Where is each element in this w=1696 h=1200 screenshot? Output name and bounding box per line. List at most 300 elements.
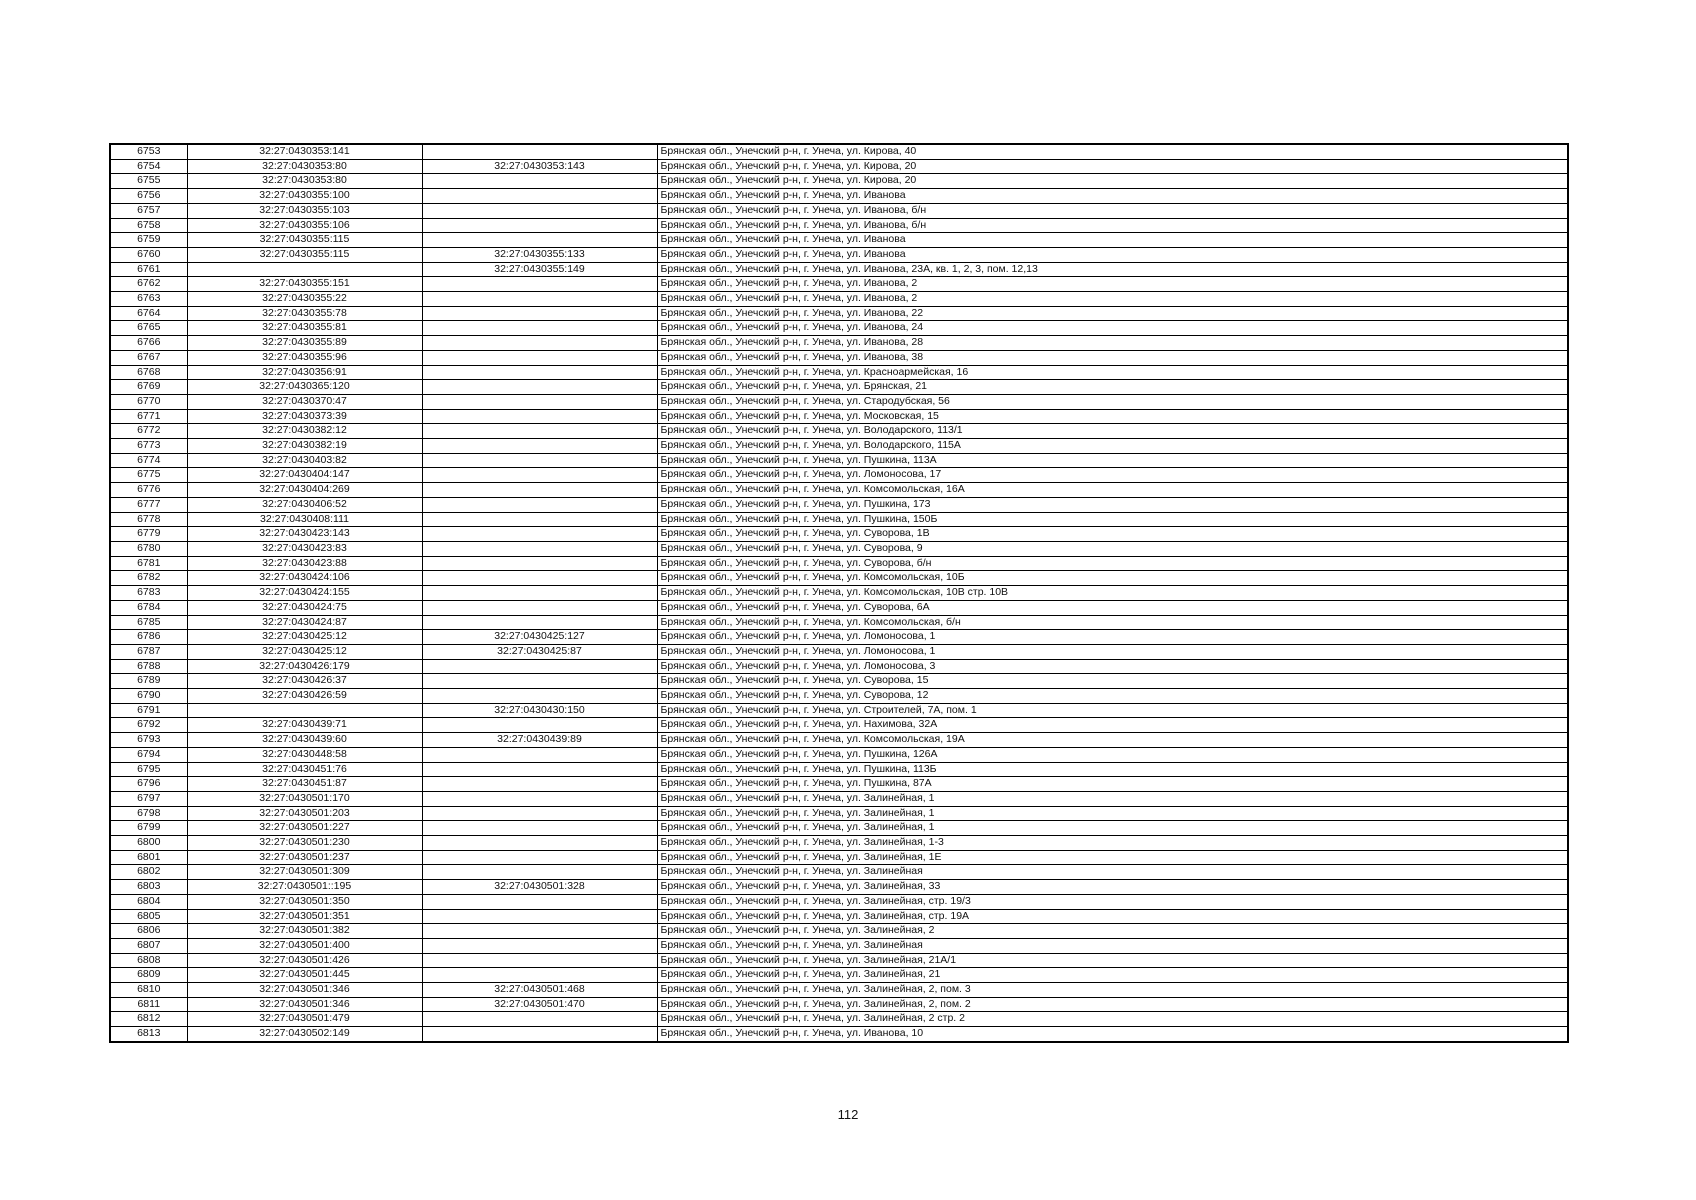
table-row xyxy=(110,615,1568,630)
table-row xyxy=(110,394,1568,409)
address-cell: Брянская обл., Унечский р-н, г. Унеча, ул. Ломоносова, 1 xyxy=(657,630,1568,645)
table-row xyxy=(110,821,1568,836)
address-cell: Брянская обл., Унечский р-н, г. Унеча, ул. Иванова xyxy=(657,233,1568,248)
row-number-cell: 6805 xyxy=(110,909,187,924)
table-row xyxy=(110,938,1568,953)
row-number-cell: 6762 xyxy=(110,277,187,292)
address-cell: Брянская обл., Унечский р-н, г. Унеча, ул. Иванова xyxy=(657,247,1568,262)
linked-cadastral-number-cell: 32:27:0430501:470 xyxy=(422,997,657,1012)
row-number-cell: 6785 xyxy=(110,615,187,630)
table-row xyxy=(110,292,1568,307)
cadastral-number-cell: 32:27:0430404:147 xyxy=(187,468,422,483)
cadastral-number-cell: 32:27:0430425:12 xyxy=(187,644,422,659)
address-cell: Брянская обл., Унечский р-н, г. Унеча, ул. Кирова, 20 xyxy=(657,174,1568,189)
address-cell: Брянская обл., Унечский р-н, г. Унеча, ул. Иванова, б/н xyxy=(657,203,1568,218)
linked-cadastral-number-cell xyxy=(422,394,657,409)
cadastral-number-cell: 32:27:0430501:426 xyxy=(187,953,422,968)
table-row xyxy=(110,836,1568,851)
address-cell: Брянская обл., Унечский р-н, г. Унеча, ул. Иванова, 28 xyxy=(657,336,1568,351)
address-cell: Брянская обл., Унечский р-н, г. Унеча, ул. Ломоносова, 17 xyxy=(657,468,1568,483)
row-number-cell: 6765 xyxy=(110,321,187,336)
linked-cadastral-number-cell xyxy=(422,909,657,924)
linked-cadastral-number-cell xyxy=(422,718,657,733)
cadastral-number-cell: 32:27:0430451:76 xyxy=(187,762,422,777)
table-row xyxy=(110,277,1568,292)
linked-cadastral-number-cell xyxy=(422,968,657,983)
cadastral-number-cell: 32:27:0430355:89 xyxy=(187,336,422,351)
linked-cadastral-number-cell xyxy=(422,203,657,218)
cadastral-number-cell: 32:27:0430382:19 xyxy=(187,439,422,454)
row-number-cell: 6807 xyxy=(110,938,187,953)
table-row xyxy=(110,233,1568,248)
row-number-cell: 6758 xyxy=(110,218,187,233)
address-cell: Брянская обл., Унечский р-н, г. Унеча, ул. Пушкина, 126А xyxy=(657,747,1568,762)
cadastral-number-cell: 32:27:0430355:100 xyxy=(187,189,422,204)
row-number-cell: 6809 xyxy=(110,968,187,983)
address-cell: Брянская обл., Унечский р-н, г. Унеча, ул. Залинейная, 1-3 xyxy=(657,836,1568,851)
linked-cadastral-number-cell xyxy=(422,527,657,542)
row-number-cell: 6774 xyxy=(110,453,187,468)
linked-cadastral-number-cell xyxy=(422,365,657,380)
linked-cadastral-number-cell xyxy=(422,791,657,806)
row-number-cell: 6786 xyxy=(110,630,187,645)
row-number-cell: 6770 xyxy=(110,394,187,409)
linked-cadastral-number-cell xyxy=(422,306,657,321)
table-row xyxy=(110,894,1568,909)
address-cell: Брянская обл., Унечский р-н, г. Унеча, ул. Володарского, 115А xyxy=(657,439,1568,454)
cadastral-number-cell: 32:27:0430501:230 xyxy=(187,836,422,851)
linked-cadastral-number-cell xyxy=(422,659,657,674)
address-cell: Брянская обл., Унечский р-н, г. Унеча, ул. Ломоносова, 3 xyxy=(657,659,1568,674)
table-row xyxy=(110,1027,1568,1042)
row-number-cell: 6799 xyxy=(110,821,187,836)
cadastral-number-cell: 32:27:0430353:141 xyxy=(187,144,422,159)
table-row xyxy=(110,865,1568,880)
table-row xyxy=(110,880,1568,895)
table-row xyxy=(110,350,1568,365)
address-cell: Брянская обл., Унечский р-н, г. Унеча, ул. Залинейная, 21А/1 xyxy=(657,953,1568,968)
address-cell: Брянская обл., Унечский р-н, г. Унеча, ул. Суворова, 15 xyxy=(657,674,1568,689)
row-number-cell: 6766 xyxy=(110,336,187,351)
cadastral-number-cell: 32:27:0430403:82 xyxy=(187,453,422,468)
row-number-cell: 6753 xyxy=(110,144,187,159)
table-row xyxy=(110,659,1568,674)
address-cell: Брянская обл., Унечский р-н, г. Унеча, ул. Иванова, 38 xyxy=(657,350,1568,365)
row-number-cell: 6773 xyxy=(110,439,187,454)
linked-cadastral-number-cell xyxy=(422,144,657,159)
row-number-cell: 6801 xyxy=(110,850,187,865)
cadastral-number-cell: 32:27:0430448:58 xyxy=(187,747,422,762)
linked-cadastral-number-cell xyxy=(422,277,657,292)
address-cell: Брянская обл., Унечский р-н, г. Унеча, ул. Залинейная, 2, пом. 2 xyxy=(657,997,1568,1012)
row-number-cell: 6804 xyxy=(110,894,187,909)
linked-cadastral-number-cell xyxy=(422,806,657,821)
row-number-cell: 6803 xyxy=(110,880,187,895)
row-number-cell: 6811 xyxy=(110,997,187,1012)
address-cell: Брянская обл., Унечский р-н, г. Унеча, ул. Брянская, 21 xyxy=(657,380,1568,395)
row-number-cell: 6796 xyxy=(110,777,187,792)
table-row xyxy=(110,556,1568,571)
table-row xyxy=(110,1012,1568,1027)
row-number-cell: 6793 xyxy=(110,733,187,748)
address-cell: Брянская обл., Унечский р-н, г. Унеча, ул. Нахимова, 32А xyxy=(657,718,1568,733)
table-row xyxy=(110,306,1568,321)
linked-cadastral-number-cell xyxy=(422,468,657,483)
table-row xyxy=(110,674,1568,689)
table-row xyxy=(110,365,1568,380)
row-number-cell: 6795 xyxy=(110,762,187,777)
table-row xyxy=(110,983,1568,998)
address-cell: Брянская обл., Унечский р-н, г. Унеча, ул. Залинейная xyxy=(657,865,1568,880)
linked-cadastral-number-cell xyxy=(422,321,657,336)
table-row xyxy=(110,468,1568,483)
table-row xyxy=(110,144,1568,159)
row-number-cell: 6802 xyxy=(110,865,187,880)
table-row xyxy=(110,850,1568,865)
cadastral-number-cell: 32:27:0430373:39 xyxy=(187,409,422,424)
row-number-cell: 6780 xyxy=(110,541,187,556)
cadastral-number-cell: 32:27:0430501:237 xyxy=(187,850,422,865)
linked-cadastral-number-cell xyxy=(422,894,657,909)
linked-cadastral-number-cell xyxy=(422,836,657,851)
address-cell: Брянская обл., Унечский р-н, г. Унеча, ул. Комсомольская, б/н xyxy=(657,615,1568,630)
linked-cadastral-number-cell xyxy=(422,762,657,777)
linked-cadastral-number-cell xyxy=(422,747,657,762)
linked-cadastral-number-cell xyxy=(422,174,657,189)
table-row xyxy=(110,203,1568,218)
cadastral-number-cell: 32:27:0430353:80 xyxy=(187,174,422,189)
cadastral-number-cell: 32:27:0430423:83 xyxy=(187,541,422,556)
address-cell: Брянская обл., Унечский р-н, г. Унеча, ул. Залинейная, стр. 19А xyxy=(657,909,1568,924)
row-number-cell: 6771 xyxy=(110,409,187,424)
address-cell: Брянская обл., Унечский р-н, г. Унеча, ул. Володарского, 113/1 xyxy=(657,424,1568,439)
table-row xyxy=(110,762,1568,777)
table-row xyxy=(110,409,1568,424)
cadastral-number-cell: 32:27:0430501:309 xyxy=(187,865,422,880)
linked-cadastral-number-cell xyxy=(422,556,657,571)
row-number-cell: 6794 xyxy=(110,747,187,762)
address-cell: Брянская обл., Унечский р-н, г. Унеча, ул. Суворова, 9 xyxy=(657,541,1568,556)
linked-cadastral-number-cell xyxy=(422,541,657,556)
address-cell: Брянская обл., Унечский р-н, г. Унеча, ул. Комсомольская, 10Б xyxy=(657,571,1568,586)
address-cell: Брянская обл., Унечский р-н, г. Унеча, ул. Суворова, 1В xyxy=(657,527,1568,542)
cadastral-number-cell: 32:27:0430501:227 xyxy=(187,821,422,836)
address-cell: Брянская обл., Унечский р-н, г. Унеча, ул. Иванова xyxy=(657,189,1568,204)
row-number-cell: 6768 xyxy=(110,365,187,380)
linked-cadastral-number-cell xyxy=(422,924,657,939)
row-number-cell: 6782 xyxy=(110,571,187,586)
linked-cadastral-number-cell xyxy=(422,453,657,468)
cadastral-number-cell: 32:27:0430424:155 xyxy=(187,586,422,601)
table-row xyxy=(110,689,1568,704)
address-cell: Брянская обл., Унечский р-н, г. Унеча, ул. Пушкина, 173 xyxy=(657,497,1568,512)
linked-cadastral-number-cell xyxy=(422,586,657,601)
table-row xyxy=(110,777,1568,792)
linked-cadastral-number-cell xyxy=(422,674,657,689)
cadastral-number-cell: 32:27:0430439:71 xyxy=(187,718,422,733)
cadastral-number-cell: 32:27:0430424:75 xyxy=(187,600,422,615)
row-number-cell: 6813 xyxy=(110,1027,187,1042)
cadastral-number-cell: 32:27:0430353:80 xyxy=(187,159,422,174)
row-number-cell: 6763 xyxy=(110,292,187,307)
table-row xyxy=(110,924,1568,939)
table-row xyxy=(110,909,1568,924)
cadastral-number-cell: 32:27:0430355:115 xyxy=(187,233,422,248)
linked-cadastral-number-cell: 32:27:0430355:133 xyxy=(422,247,657,262)
address-cell: Брянская обл., Унечский р-н, г. Унеча, ул. Залинейная, 33 xyxy=(657,880,1568,895)
row-number-cell: 6788 xyxy=(110,659,187,674)
linked-cadastral-number-cell xyxy=(422,439,657,454)
linked-cadastral-number-cell xyxy=(422,571,657,586)
address-cell: Брянская обл., Унечский р-н, г. Унеча, ул. Пушкина, 113А xyxy=(657,453,1568,468)
row-number-cell: 6779 xyxy=(110,527,187,542)
table-row xyxy=(110,439,1568,454)
address-cell: Брянская обл., Унечский р-н, г. Унеча, ул. Суворова, 12 xyxy=(657,689,1568,704)
row-number-cell: 6772 xyxy=(110,424,187,439)
row-number-cell: 6787 xyxy=(110,644,187,659)
table-row xyxy=(110,380,1568,395)
linked-cadastral-number-cell xyxy=(422,1012,657,1027)
address-cell: Брянская обл., Унечский р-н, г. Унеча, ул. Суворова, 6А xyxy=(657,600,1568,615)
linked-cadastral-number-cell: 32:27:0430430:150 xyxy=(422,703,657,718)
table-row xyxy=(110,600,1568,615)
address-cell: Брянская обл., Унечский р-н, г. Унеча, ул. Залинейная, 2 стр. 2 xyxy=(657,1012,1568,1027)
table-row xyxy=(110,806,1568,821)
cadastral-number-cell: 32:27:0430423:88 xyxy=(187,556,422,571)
cadastral-number-cell: 32:27:0430424:87 xyxy=(187,615,422,630)
linked-cadastral-number-cell xyxy=(422,938,657,953)
page-number: 112 xyxy=(837,1107,859,1122)
cadastral-number-cell: 32:27:0430501:351 xyxy=(187,909,422,924)
row-number-cell: 6783 xyxy=(110,586,187,601)
row-number-cell: 6755 xyxy=(110,174,187,189)
cadastral-number-cell: 32:27:0430424:106 xyxy=(187,571,422,586)
cadastral-number-cell: 32:27:0430423:143 xyxy=(187,527,422,542)
row-number-cell: 6767 xyxy=(110,350,187,365)
address-cell: Брянская обл., Унечский р-н, г. Унеча, ул. Иванова, 2 xyxy=(657,292,1568,307)
cadastral-number-cell: 32:27:0430426:59 xyxy=(187,689,422,704)
address-cell: Брянская обл., Унечский р-н, г. Унеча, ул. Залинейная, 1 xyxy=(657,806,1568,821)
cadastral-number-cell: 32:27:0430501:346 xyxy=(187,997,422,1012)
linked-cadastral-number-cell: 32:27:0430501:468 xyxy=(422,983,657,998)
table-row xyxy=(110,483,1568,498)
table-row xyxy=(110,997,1568,1012)
table-row xyxy=(110,644,1568,659)
cadastral-number-cell: 32:27:0430406:52 xyxy=(187,497,422,512)
linked-cadastral-number-cell xyxy=(422,380,657,395)
cadastral-number-cell: 32:27:0430355:103 xyxy=(187,203,422,218)
address-cell: Брянская обл., Унечский р-н, г. Унеча, ул. Иванова, 23А, кв. 1, 2, 3, пом. 12,13 xyxy=(657,262,1568,277)
linked-cadastral-number-cell: 32:27:0430439:89 xyxy=(422,733,657,748)
address-cell: Брянская обл., Унечский р-н, г. Унеча, ул. Красноармейская, 16 xyxy=(657,365,1568,380)
table-row xyxy=(110,159,1568,174)
address-cell: Брянская обл., Унечский р-н, г. Унеча, ул. Залинейная, 1 xyxy=(657,791,1568,806)
cadastral-number-cell: 32:27:0430426:37 xyxy=(187,674,422,689)
cadastral-number-cell: 32:27:0430355:96 xyxy=(187,350,422,365)
address-cell: Брянская обл., Унечский р-н, г. Унеча, ул. Иванова, 2 xyxy=(657,277,1568,292)
row-number-cell: 6764 xyxy=(110,306,187,321)
row-number-cell: 6789 xyxy=(110,674,187,689)
cadastral-number-cell: 32:27:0430501:346 xyxy=(187,983,422,998)
table-row xyxy=(110,630,1568,645)
cadastral-number-cell: 32:27:0430404:269 xyxy=(187,483,422,498)
address-cell: Брянская обл., Унечский р-н, г. Унеча, ул. Иванова, б/н xyxy=(657,218,1568,233)
row-number-cell: 6791 xyxy=(110,703,187,718)
row-number-cell: 6777 xyxy=(110,497,187,512)
cadastral-number-cell: 32:27:0430501:170 xyxy=(187,791,422,806)
address-cell: Брянская обл., Унечский р-н, г. Унеча, ул. Пушкина, 87А xyxy=(657,777,1568,792)
table-row xyxy=(110,586,1568,601)
address-cell: Брянская обл., Унечский р-н, г. Унеча, ул. Залинейная, 2, пом. 3 xyxy=(657,983,1568,998)
table-row xyxy=(110,571,1568,586)
address-cell: Брянская обл., Унечский р-н, г. Унеча, ул. Пушкина, 150Б xyxy=(657,512,1568,527)
table-row xyxy=(110,424,1568,439)
row-number-cell: 6806 xyxy=(110,924,187,939)
address-cell: Брянская обл., Унечский р-н, г. Унеча, ул. Суворова, б/н xyxy=(657,556,1568,571)
cadastral-number-cell: 32:27:0430355:106 xyxy=(187,218,422,233)
table-row xyxy=(110,336,1568,351)
linked-cadastral-number-cell xyxy=(422,777,657,792)
row-number-cell: 6800 xyxy=(110,836,187,851)
cadastral-number-cell: 32:27:0430425:12 xyxy=(187,630,422,645)
row-number-cell: 6775 xyxy=(110,468,187,483)
linked-cadastral-number-cell xyxy=(422,336,657,351)
linked-cadastral-number-cell xyxy=(422,1027,657,1042)
cadastral-number-cell: 32:27:0430502:149 xyxy=(187,1027,422,1042)
row-number-cell: 6776 xyxy=(110,483,187,498)
cadastral-number-cell: 32:27:0430355:151 xyxy=(187,277,422,292)
table-row xyxy=(110,497,1568,512)
row-number-cell: 6797 xyxy=(110,791,187,806)
table-row xyxy=(110,968,1568,983)
row-number-cell: 6784 xyxy=(110,600,187,615)
address-cell: Брянская обл., Унечский р-н, г. Унеча, ул. Стародубская, 56 xyxy=(657,394,1568,409)
cadastral-number-cell: 32:27:0430365:120 xyxy=(187,380,422,395)
row-number-cell: 6759 xyxy=(110,233,187,248)
linked-cadastral-number-cell xyxy=(422,497,657,512)
row-number-cell: 6812 xyxy=(110,1012,187,1027)
row-number-cell: 6792 xyxy=(110,718,187,733)
address-cell: Брянская обл., Унечский р-н, г. Унеча, ул. Залинейная, 1Е xyxy=(657,850,1568,865)
table-row xyxy=(110,747,1568,762)
table-row xyxy=(110,791,1568,806)
cadastral-table xyxy=(109,143,1569,1043)
table-row xyxy=(110,321,1568,336)
address-cell: Брянская обл., Унечский р-н, г. Унеча, ул. Ломоносова, 1 xyxy=(657,644,1568,659)
cadastral-number-cell: 32:27:0430501:350 xyxy=(187,894,422,909)
cadastral-number-cell: 32:27:0430501:445 xyxy=(187,968,422,983)
cadastral-number-cell: 32:27:0430439:60 xyxy=(187,733,422,748)
row-number-cell: 6754 xyxy=(110,159,187,174)
cadastral-number-cell: 32:27:0430355:115 xyxy=(187,247,422,262)
row-number-cell: 6798 xyxy=(110,806,187,821)
linked-cadastral-number-cell xyxy=(422,483,657,498)
linked-cadastral-number-cell xyxy=(422,615,657,630)
linked-cadastral-number-cell xyxy=(422,689,657,704)
linked-cadastral-number-cell xyxy=(422,409,657,424)
linked-cadastral-number-cell: 32:27:0430425:127 xyxy=(422,630,657,645)
linked-cadastral-number-cell xyxy=(422,218,657,233)
address-cell: Брянская обл., Унечский р-н, г. Унеча, ул. Залинейная, 21 xyxy=(657,968,1568,983)
cadastral-number-cell xyxy=(187,703,422,718)
cadastral-number-cell: 32:27:0430501:479 xyxy=(187,1012,422,1027)
row-number-cell: 6769 xyxy=(110,380,187,395)
linked-cadastral-number-cell xyxy=(422,189,657,204)
address-cell: Брянская обл., Унечский р-н, г. Унеча, ул. Залинейная, стр. 19/3 xyxy=(657,894,1568,909)
linked-cadastral-number-cell xyxy=(422,850,657,865)
cadastral-number-cell: 32:27:0430426:179 xyxy=(187,659,422,674)
cadastral-number-cell: 32:27:0430501::195 xyxy=(187,880,422,895)
row-number-cell: 6761 xyxy=(110,262,187,277)
row-number-cell: 6781 xyxy=(110,556,187,571)
cadastral-number-cell: 32:27:0430370:47 xyxy=(187,394,422,409)
table-row xyxy=(110,174,1568,189)
linked-cadastral-number-cell xyxy=(422,865,657,880)
row-number-cell: 6756 xyxy=(110,189,187,204)
linked-cadastral-number-cell: 32:27:0430355:149 xyxy=(422,262,657,277)
table-body xyxy=(110,144,1568,1042)
linked-cadastral-number-cell xyxy=(422,512,657,527)
cadastral-number-cell xyxy=(187,262,422,277)
linked-cadastral-number-cell xyxy=(422,233,657,248)
row-number-cell: 6760 xyxy=(110,247,187,262)
cadastral-number-cell: 32:27:0430382:12 xyxy=(187,424,422,439)
linked-cadastral-number-cell xyxy=(422,350,657,365)
table-row xyxy=(110,453,1568,468)
table-row xyxy=(110,189,1568,204)
linked-cadastral-number-cell xyxy=(422,424,657,439)
cadastral-number-cell: 32:27:0430501:382 xyxy=(187,924,422,939)
address-cell: Брянская обл., Унечский р-н, г. Унеча, ул. Кирова, 40 xyxy=(657,144,1568,159)
address-cell: Брянская обл., Унечский р-н, г. Унеча, ул. Залинейная, 2 xyxy=(657,924,1568,939)
address-cell: Брянская обл., Унечский р-н, г. Унеча, ул. Пушкина, 113Б xyxy=(657,762,1568,777)
cadastral-number-cell: 32:27:0430356:91 xyxy=(187,365,422,380)
address-cell: Брянская обл., Унечский р-н, г. Унеча, ул. Залинейная, 1 xyxy=(657,821,1568,836)
address-cell: Брянская обл., Унечский р-н, г. Унеча, ул. Московская, 15 xyxy=(657,409,1568,424)
address-cell: Брянская обл., Унечский р-н, г. Унеча, ул. Комсомольская, 16А xyxy=(657,483,1568,498)
table-row xyxy=(110,703,1568,718)
table-row xyxy=(110,718,1568,733)
cadastral-number-cell: 32:27:0430355:78 xyxy=(187,306,422,321)
row-number-cell: 6757 xyxy=(110,203,187,218)
linked-cadastral-number-cell: 32:27:0430501:328 xyxy=(422,880,657,895)
table-row xyxy=(110,733,1568,748)
cadastral-number-cell: 32:27:0430501:400 xyxy=(187,938,422,953)
cadastral-number-cell: 32:27:0430355:81 xyxy=(187,321,422,336)
address-cell: Брянская обл., Унечский р-н, г. Унеча, ул. Иванова, 24 xyxy=(657,321,1568,336)
address-cell: Брянская обл., Унечский р-н, г. Унеча, ул. Комсомольская, 10В стр. 10В xyxy=(657,586,1568,601)
address-cell: Брянская обл., Унечский р-н, г. Унеча, ул. Иванова, 10 xyxy=(657,1027,1568,1042)
address-cell: Брянская обл., Унечский р-н, г. Унеча, ул. Кирова, 20 xyxy=(657,159,1568,174)
linked-cadastral-number-cell xyxy=(422,600,657,615)
cadastral-number-cell: 32:27:0430355:22 xyxy=(187,292,422,307)
cadastral-number-cell: 32:27:0430408:111 xyxy=(187,512,422,527)
row-number-cell: 6808 xyxy=(110,953,187,968)
table-row xyxy=(110,218,1568,233)
linked-cadastral-number-cell xyxy=(422,953,657,968)
table-row xyxy=(110,262,1568,277)
address-cell: Брянская обл., Унечский р-н, г. Унеча, ул. Комсомольская, 19А xyxy=(657,733,1568,748)
address-cell: Брянская обл., Унечский р-н, г. Унеча, ул. Иванова, 22 xyxy=(657,306,1568,321)
table-row xyxy=(110,527,1568,542)
linked-cadastral-number-cell xyxy=(422,292,657,307)
address-cell: Брянская обл., Унечский р-н, г. Унеча, ул. Залинейная xyxy=(657,938,1568,953)
linked-cadastral-number-cell: 32:27:0430425:87 xyxy=(422,644,657,659)
row-number-cell: 6810 xyxy=(110,983,187,998)
table-row xyxy=(110,512,1568,527)
address-cell: Брянская обл., Унечский р-н, г. Унеча, ул. Строителей, 7А, пом. 1 xyxy=(657,703,1568,718)
cadastral-number-cell: 32:27:0430451:87 xyxy=(187,777,422,792)
